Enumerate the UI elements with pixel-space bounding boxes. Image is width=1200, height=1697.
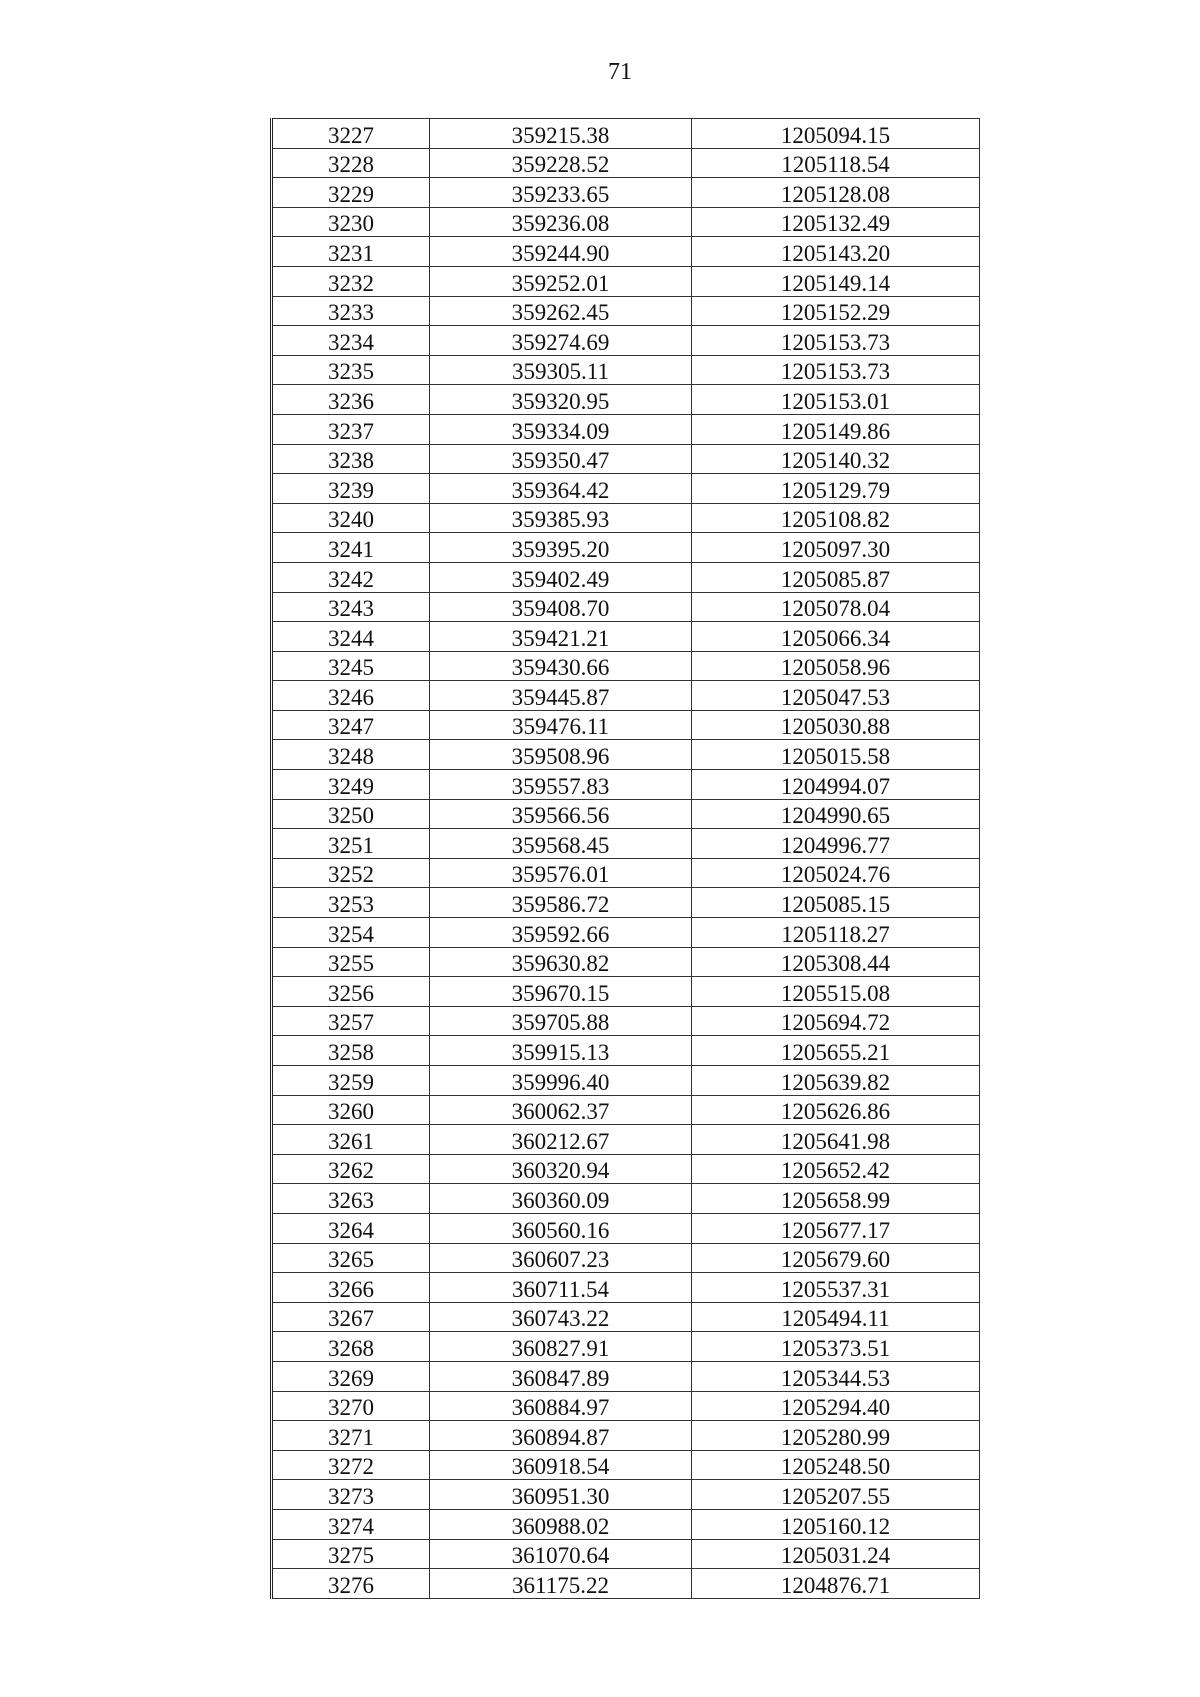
y-coordinate-cell: 1205129.79 [692, 474, 980, 504]
point-number-cell: 3251 [272, 829, 430, 859]
x-coordinate-cell: 360988.02 [430, 1509, 692, 1539]
table-row [272, 799, 980, 829]
x-coordinate-cell: 360827.91 [430, 1332, 692, 1362]
x-coordinate-cell: 360320.94 [430, 1154, 692, 1184]
y-coordinate-cell: 1205294.40 [692, 1391, 980, 1421]
point-number-cell: 3260 [272, 1095, 430, 1125]
y-coordinate-cell: 1205679.60 [692, 1243, 980, 1273]
x-coordinate-cell: 359364.42 [430, 474, 692, 504]
point-number-cell: 3271 [272, 1421, 430, 1451]
y-coordinate-cell: 1205015.58 [692, 740, 980, 770]
table-row [272, 444, 980, 474]
y-coordinate-cell: 1205149.86 [692, 414, 980, 444]
table-row [272, 1480, 980, 1510]
y-coordinate-cell: 1205085.87 [692, 562, 980, 592]
y-coordinate-cell: 1204994.07 [692, 770, 980, 800]
point-number-cell: 3247 [272, 710, 430, 740]
point-number-cell: 3268 [272, 1332, 430, 1362]
table-row [272, 858, 980, 888]
point-number-cell: 3239 [272, 474, 430, 504]
table-row [272, 562, 980, 592]
point-number-cell: 3236 [272, 385, 430, 415]
x-coordinate-cell: 359996.40 [430, 1066, 692, 1096]
x-coordinate-cell: 360062.37 [430, 1095, 692, 1125]
table-row [272, 1361, 980, 1391]
x-coordinate-cell: 359476.11 [430, 710, 692, 740]
y-coordinate-cell: 1205639.82 [692, 1066, 980, 1096]
point-number-cell: 3234 [272, 326, 430, 356]
x-coordinate-cell: 359274.69 [430, 326, 692, 356]
x-coordinate-cell: 359705.88 [430, 1006, 692, 1036]
point-number-cell: 3228 [272, 148, 430, 178]
y-coordinate-cell: 1205097.30 [692, 533, 980, 563]
y-coordinate-cell: 1205030.88 [692, 710, 980, 740]
table-row [272, 1273, 980, 1303]
table-row [272, 119, 980, 149]
y-coordinate-cell: 1205149.14 [692, 266, 980, 296]
table-row [272, 1036, 980, 1066]
table-row [272, 1066, 980, 1096]
table-row [272, 947, 980, 977]
point-number-cell: 3264 [272, 1213, 430, 1243]
x-coordinate-cell: 360212.67 [430, 1125, 692, 1155]
x-coordinate-cell: 360711.54 [430, 1273, 692, 1303]
x-coordinate-cell: 359408.70 [430, 592, 692, 622]
table-row [272, 1184, 980, 1214]
table-row [272, 533, 980, 563]
coordinates-table-body [272, 119, 980, 1599]
point-number-cell: 3249 [272, 770, 430, 800]
table-row [272, 414, 980, 444]
table-row [272, 918, 980, 948]
y-coordinate-cell: 1205085.15 [692, 888, 980, 918]
table-row [272, 770, 980, 800]
x-coordinate-cell: 359385.93 [430, 503, 692, 533]
point-number-cell: 3232 [272, 266, 430, 296]
y-coordinate-cell: 1205652.42 [692, 1154, 980, 1184]
table-row [272, 977, 980, 1007]
point-number-cell: 3257 [272, 1006, 430, 1036]
y-coordinate-cell: 1205118.54 [692, 148, 980, 178]
table-row [272, 1569, 980, 1599]
table-row [272, 148, 980, 178]
x-coordinate-cell: 359557.83 [430, 770, 692, 800]
table-row [272, 237, 980, 267]
y-coordinate-cell: 1204996.77 [692, 829, 980, 859]
x-coordinate-cell: 359244.90 [430, 237, 692, 267]
point-number-cell: 3253 [272, 888, 430, 918]
y-coordinate-cell: 1205058.96 [692, 651, 980, 681]
x-coordinate-cell: 359630.82 [430, 947, 692, 977]
point-number-cell: 3231 [272, 237, 430, 267]
y-coordinate-cell: 1205132.49 [692, 207, 980, 237]
y-coordinate-cell: 1205641.98 [692, 1125, 980, 1155]
table-row [272, 1539, 980, 1569]
y-coordinate-cell: 1205078.04 [692, 592, 980, 622]
table-row [272, 1125, 980, 1155]
point-number-cell: 3244 [272, 622, 430, 652]
x-coordinate-cell: 359508.96 [430, 740, 692, 770]
point-number-cell: 3263 [272, 1184, 430, 1214]
point-number-cell: 3261 [272, 1125, 430, 1155]
y-coordinate-cell: 1205066.34 [692, 622, 980, 652]
y-coordinate-cell: 1205108.82 [692, 503, 980, 533]
y-coordinate-cell: 1205160.12 [692, 1509, 980, 1539]
y-coordinate-cell: 1205677.17 [692, 1213, 980, 1243]
point-number-cell: 3235 [272, 355, 430, 385]
point-number-cell: 3273 [272, 1480, 430, 1510]
x-coordinate-cell: 359215.38 [430, 119, 692, 149]
x-coordinate-cell: 359576.01 [430, 858, 692, 888]
point-number-cell: 3227 [272, 119, 430, 149]
y-coordinate-cell: 1205143.20 [692, 237, 980, 267]
y-coordinate-cell: 1205118.27 [692, 918, 980, 948]
table-row [272, 1213, 980, 1243]
table-row [272, 1006, 980, 1036]
x-coordinate-cell: 361175.22 [430, 1569, 692, 1599]
x-coordinate-cell: 359395.20 [430, 533, 692, 563]
table-row [272, 1154, 980, 1184]
x-coordinate-cell: 359233.65 [430, 178, 692, 208]
y-coordinate-cell: 1205047.53 [692, 681, 980, 711]
point-number-cell: 3267 [272, 1302, 430, 1332]
x-coordinate-cell: 359915.13 [430, 1036, 692, 1066]
point-number-cell: 3262 [272, 1154, 430, 1184]
point-number-cell: 3242 [272, 562, 430, 592]
x-coordinate-cell: 359262.45 [430, 296, 692, 326]
point-number-cell: 3274 [272, 1509, 430, 1539]
x-coordinate-cell: 359445.87 [430, 681, 692, 711]
point-number-cell: 3230 [272, 207, 430, 237]
x-coordinate-cell: 359252.01 [430, 266, 692, 296]
point-number-cell: 3245 [272, 651, 430, 681]
point-number-cell: 3237 [272, 414, 430, 444]
table-row [272, 1332, 980, 1362]
table-row [272, 1391, 980, 1421]
x-coordinate-cell: 359334.09 [430, 414, 692, 444]
table-row [272, 355, 980, 385]
table-row [272, 266, 980, 296]
x-coordinate-cell: 359350.47 [430, 444, 692, 474]
point-number-cell: 3272 [272, 1450, 430, 1480]
point-number-cell: 3233 [272, 296, 430, 326]
point-number-cell: 3256 [272, 977, 430, 1007]
x-coordinate-cell: 359320.95 [430, 385, 692, 415]
y-coordinate-cell: 1205128.08 [692, 178, 980, 208]
x-coordinate-cell: 359421.21 [430, 622, 692, 652]
page-number: 71 [608, 59, 632, 85]
x-coordinate-cell: 359305.11 [430, 355, 692, 385]
point-number-cell: 3255 [272, 947, 430, 977]
point-number-cell: 3266 [272, 1273, 430, 1303]
point-number-cell: 3265 [272, 1243, 430, 1273]
y-coordinate-cell: 1205153.01 [692, 385, 980, 415]
x-coordinate-cell: 360918.54 [430, 1450, 692, 1480]
point-number-cell: 3258 [272, 1036, 430, 1066]
x-coordinate-cell: 360884.97 [430, 1391, 692, 1421]
table-row [272, 385, 980, 415]
y-coordinate-cell: 1205373.51 [692, 1332, 980, 1362]
x-coordinate-cell: 360894.87 [430, 1421, 692, 1451]
y-coordinate-cell: 1205626.86 [692, 1095, 980, 1125]
y-coordinate-cell: 1205344.53 [692, 1361, 980, 1391]
table-row [272, 622, 980, 652]
y-coordinate-cell: 1205658.99 [692, 1184, 980, 1214]
table-row [272, 1450, 980, 1480]
x-coordinate-cell: 360560.16 [430, 1213, 692, 1243]
x-coordinate-cell: 359402.49 [430, 562, 692, 592]
y-coordinate-cell: 1205537.31 [692, 1273, 980, 1303]
table-row [272, 740, 980, 770]
x-coordinate-cell: 359566.56 [430, 799, 692, 829]
point-number-cell: 3254 [272, 918, 430, 948]
x-coordinate-cell: 360847.89 [430, 1361, 692, 1391]
table-row [272, 1509, 980, 1539]
coordinates-table [270, 118, 980, 1599]
table-row [272, 681, 980, 711]
point-number-cell: 3252 [272, 858, 430, 888]
y-coordinate-cell: 1205494.11 [692, 1302, 980, 1332]
x-coordinate-cell: 360360.09 [430, 1184, 692, 1214]
table-row [272, 326, 980, 356]
x-coordinate-cell: 360743.22 [430, 1302, 692, 1332]
point-number-cell: 3238 [272, 444, 430, 474]
y-coordinate-cell: 1205153.73 [692, 326, 980, 356]
y-coordinate-cell: 1205094.15 [692, 119, 980, 149]
point-number-cell: 3240 [272, 503, 430, 533]
table-row [272, 888, 980, 918]
point-number-cell: 3246 [272, 681, 430, 711]
y-coordinate-cell: 1205153.73 [692, 355, 980, 385]
y-coordinate-cell: 1205024.76 [692, 858, 980, 888]
point-number-cell: 3241 [272, 533, 430, 563]
table-row [272, 207, 980, 237]
x-coordinate-cell: 359430.66 [430, 651, 692, 681]
x-coordinate-cell: 359236.08 [430, 207, 692, 237]
y-coordinate-cell: 1205248.50 [692, 1450, 980, 1480]
y-coordinate-cell: 1205694.72 [692, 1006, 980, 1036]
table-row [272, 592, 980, 622]
y-coordinate-cell: 1205207.55 [692, 1480, 980, 1510]
point-number-cell: 3259 [272, 1066, 430, 1096]
point-number-cell: 3270 [272, 1391, 430, 1421]
table-row [272, 1421, 980, 1451]
table-row [272, 503, 980, 533]
x-coordinate-cell: 359568.45 [430, 829, 692, 859]
point-number-cell: 3229 [272, 178, 430, 208]
y-coordinate-cell: 1204876.71 [692, 1569, 980, 1599]
x-coordinate-cell: 359228.52 [430, 148, 692, 178]
table-row [272, 710, 980, 740]
x-coordinate-cell: 360951.30 [430, 1480, 692, 1510]
x-coordinate-cell: 359586.72 [430, 888, 692, 918]
x-coordinate-cell: 359670.15 [430, 977, 692, 1007]
y-coordinate-cell: 1205515.08 [692, 977, 980, 1007]
table-row [272, 474, 980, 504]
table-row [272, 1302, 980, 1332]
point-number-cell: 3243 [272, 592, 430, 622]
point-number-cell: 3276 [272, 1569, 430, 1599]
y-coordinate-cell: 1205280.99 [692, 1421, 980, 1451]
y-coordinate-cell: 1205031.24 [692, 1539, 980, 1569]
y-coordinate-cell: 1205152.29 [692, 296, 980, 326]
table-row [272, 178, 980, 208]
y-coordinate-cell: 1205655.21 [692, 1036, 980, 1066]
table-row [272, 296, 980, 326]
y-coordinate-cell: 1204990.65 [692, 799, 980, 829]
y-coordinate-cell: 1205140.32 [692, 444, 980, 474]
table-row [272, 1095, 980, 1125]
x-coordinate-cell: 361070.64 [430, 1539, 692, 1569]
point-number-cell: 3248 [272, 740, 430, 770]
point-number-cell: 3269 [272, 1361, 430, 1391]
table-row [272, 651, 980, 681]
x-coordinate-cell: 359592.66 [430, 918, 692, 948]
point-number-cell: 3250 [272, 799, 430, 829]
x-coordinate-cell: 360607.23 [430, 1243, 692, 1273]
point-number-cell: 3275 [272, 1539, 430, 1569]
y-coordinate-cell: 1205308.44 [692, 947, 980, 977]
table-row [272, 1243, 980, 1273]
table-row [272, 829, 980, 859]
